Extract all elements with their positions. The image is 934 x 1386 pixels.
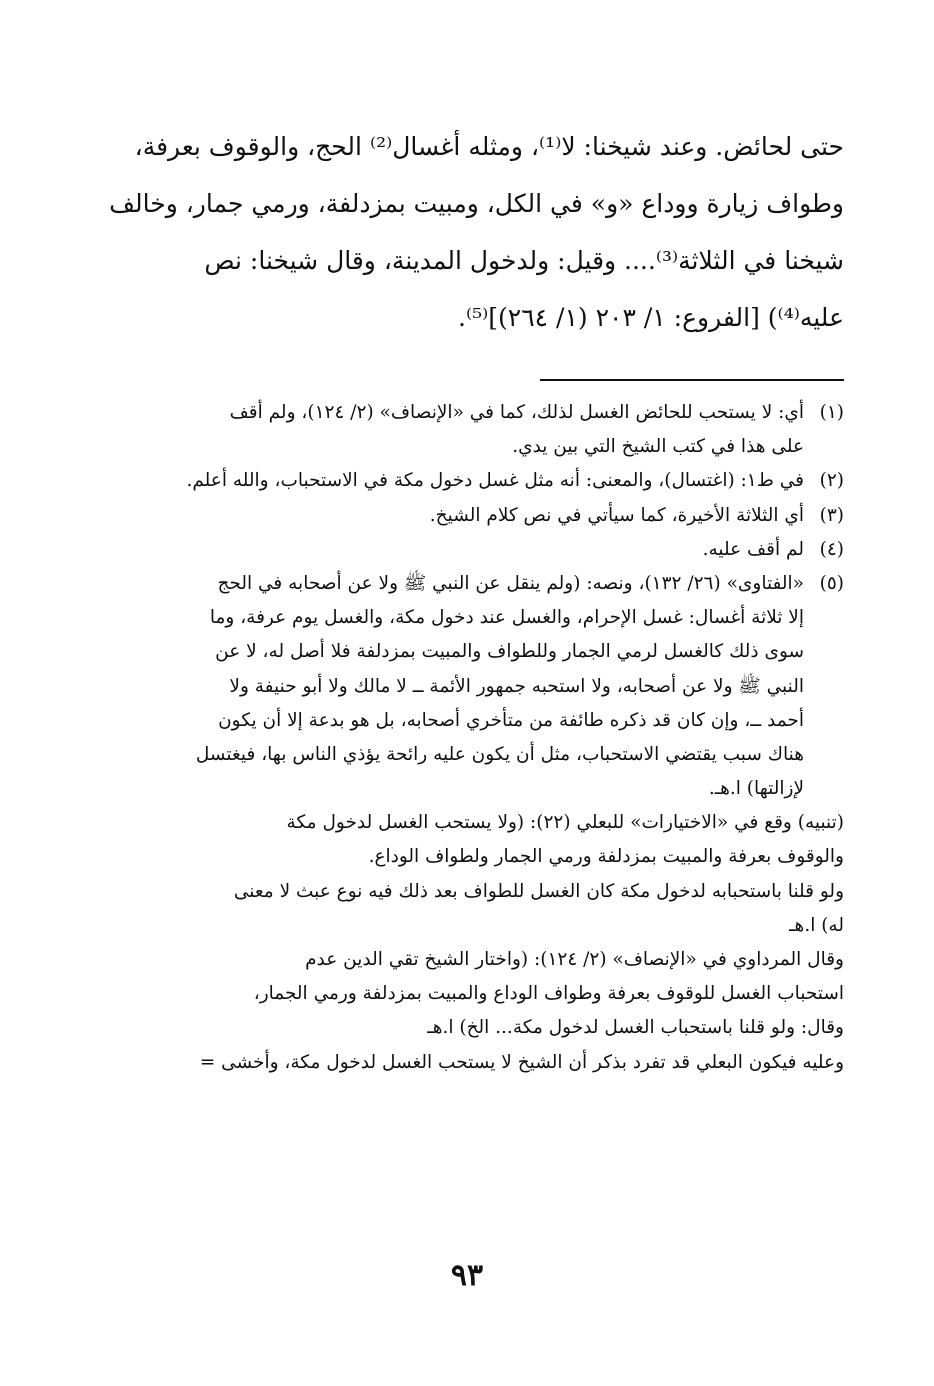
page-number: ٩٣ [450, 1258, 484, 1293]
footnote-3 [104, 499, 844, 533]
footnote-number: (٢) [819, 470, 844, 492]
footnote-4 [104, 533, 844, 567]
note-paragraph-line: والوقوف بعرفة والمبيت بمزدلفة ورمي الجمار ولطواف الوداع. [368, 846, 844, 868]
note-paragraph-line: (تنبيه) وقع في «الاختيارات» للبعلي (٢٢): (ولا يستحب الغسل لدخول مكة [286, 812, 844, 834]
footnote-text: أي: لا يستحب للحائض الغسل لذلك، كما في «الإنصاف» (٢/ ١٢٤)، ولم أقف [229, 402, 804, 423]
footnote-number: (٣) [819, 504, 844, 526]
footnote-text: إلا ثلاثة أغسال: غسل الإحرام، والغسل عند دخول مكة، والغسل يوم عرفة، وما [209, 607, 804, 629]
footnote-text: لإزالتها) ا.هـ. [708, 778, 804, 800]
footnote-separator [540, 379, 844, 381]
note-paragraph-line: استحباب الغسل للوقوف بعرفة وطواف الوداع والمبيت بمزدلفة ورمي الجمار، [253, 983, 844, 1005]
main-text-line: حتى لحائض. وعند شيخنا: لا⁽¹⁾، ومثله أغسال⁽²⁾ الحج، والوقوف بعرفة، [134, 132, 844, 161]
footnote-number: (٤) [819, 538, 844, 560]
note-paragraph-line: وقال: ولو قلنا باستحباب الغسل لدخول مكة... الخ) ا.هـ [427, 1017, 844, 1039]
footnote-5 [104, 567, 844, 601]
footnote-text: «الفتاوى» (٢٦/ ١٣٢)، ونصه: (ولم ينقل عن النبي ﷺ ولا عن أصحابه في الحج [217, 572, 804, 594]
footnote-text: لم أقف عليه. [702, 538, 804, 560]
footnote-text: هناك سبب يقتضي الاستحباب، مثل أن يكون عليه رائحة يؤذي الناس بها، فيغتسل [195, 743, 804, 765]
main-text-line: وطواف زيارة ووداع «و» في الكل، ومبيت بمزدلفة، ورمي جمار، وخالف [109, 189, 844, 218]
note-paragraph-line: وقال المرداوي في «الإنصاف» (٢/ ١٢٤): (واختار الشيخ تقي الدين عدم [305, 949, 844, 970]
footnote-number: (١) [819, 402, 844, 423]
footnote-text: في ط١: (اغتسال)، والمعنى: أنه مثل غسل دخول مكة في الاستحباب، والله أعلم. [186, 470, 804, 492]
note-paragraph-line: له) ا.هـ [789, 914, 844, 936]
footnote-text: على هذا في كتب الشيخ التي بين يدي. [512, 436, 804, 458]
footnote-number: (٥) [819, 572, 844, 594]
main-text-line: شيخنا في الثلاثة⁽³⁾.... وقيل: ولدخول المدينة، وقال شيخنا: نص [204, 246, 844, 275]
footnotes [104, 396, 844, 1080]
footnote-2 [104, 464, 844, 498]
footnote-text: النبي ﷺ ولا عن أصحابه، ولا استحبه جمهور الأئمة ــ لا مالك ولا أبو حنيفة ولا [229, 675, 804, 697]
main-text-line: عليه⁽⁴⁾) [الفروع: ١/ ٢٠٣ (١/ ٢٦٤)]⁽⁵⁾. [458, 303, 844, 332]
note-paragraph-line: ولو قلنا باستحبابه لدخول مكة كان الغسل للطواف بعد ذلك فيه نوع عبث لا معنى [233, 880, 844, 902]
footnote-text: أحمد ــ، وإن كان قد ذكره طائفة من متأخري أصحابه، بل هو بدعة إلا أن يكون [218, 709, 804, 731]
main-text [104, 118, 844, 346]
note-paragraph-line: وعليه فيكون البعلي قد تفرد بذكر أن الشيخ لا يستحب الغسل لدخول مكة، وأخشى = [199, 1051, 844, 1073]
footnote-text: أي الثلاثة الأخيرة، كما سيأتي في نص كلام الشيخ. [429, 504, 804, 526]
footnote-1 [104, 396, 844, 430]
footnote-text: سوى ذلك كالغسل لرمي الجمار وللطواف والمبيت بمزدلفة فلا أصل له، لا عن [215, 641, 804, 663]
